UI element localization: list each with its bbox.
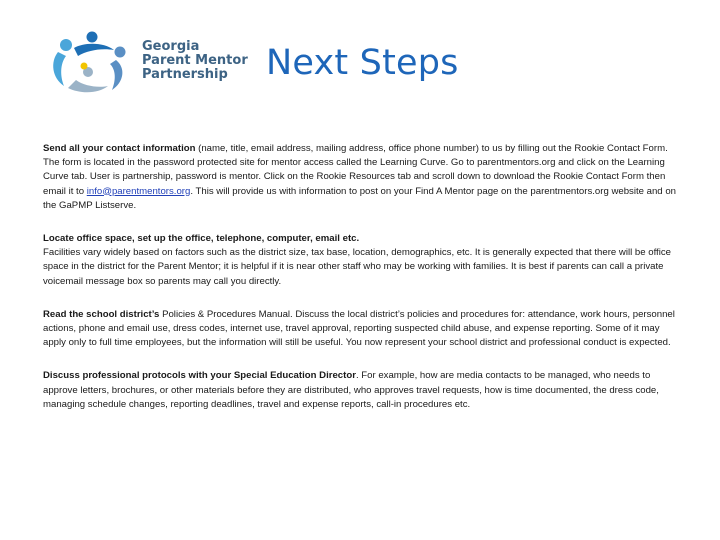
paragraph-office-space	[43, 232, 679, 289]
logo-line-georgia: Georgia	[142, 39, 200, 54]
partnership-logo	[48, 28, 248, 98]
paragraph-protocols	[43, 369, 679, 412]
logo-line-partnership: Partnership	[142, 67, 228, 82]
paragraph-policies	[43, 308, 679, 351]
logo-line-parent-mentor: Parent Mentor	[142, 53, 248, 68]
paragraph-text: Policies & Procedures Manual. Discuss the local district’s policies and procedures for: attendance, work hours, personnel actions, phone and email use, dress codes, internet use, travel approval, reporting suspected child abuse, and expense reporting. Some of it may apply only to full time employees, but the information will still be useful. You now represent your school district and professional conduct is expected.	[43, 308, 675, 349]
page-title: Next Steps	[266, 43, 459, 83]
paragraph-heading: Read the school district’s	[43, 308, 160, 320]
people-circle-logo-icon	[48, 28, 138, 98]
paragraph-heading: Send all your contact information	[43, 143, 196, 154]
paragraph-heading: Discuss professional protocols with your Special Education Director	[43, 370, 356, 382]
next-steps-content	[43, 142, 679, 431]
email-link[interactable]: info@parentmentors.org	[86, 185, 191, 197]
paragraph-text: . For example, how are media contacts to be managed, who needs to approve letters, brochures, or other materials before they are distributed, who approves travel requests, how is time documented, the dress code, managing schedule changes, reporting deadlines, travel and expense reports, call-in procedures etc.	[43, 370, 659, 410]
paragraph-text: Facilities vary widely based on factors such as the district size, tax base, location, demographics, etc. It is generally expected that there will be office space in the district for the Parent Mentor; it is helpful if it is near other staff who may be working with families. It is best if parents can call a private voicemail message box so parents may call you directly.	[43, 247, 671, 287]
paragraph-text-after: . This will provide us with information to post on your Find A Mentor page on the parentmentors.org website and on the GaPMP Listserve.	[43, 185, 676, 211]
paragraph-contact-info	[43, 142, 679, 213]
paragraph-heading: Locate office space, set up the office, telephone, computer, email etc.	[43, 233, 360, 245]
logo-wordmark	[142, 40, 248, 82]
paragraph-text: (name, title, email address, mailing address, office phone number) to us by filling out the Rookie Contact Form. The form is located in the password protected site for mentor access called the Learning Curve. Go to parentmentors.org and click on the Learning Curve tab. User is partnership, password is mentor. Click on the Rookie Resources tab and scroll down to download the Rookie Contact Form then email it to	[43, 143, 668, 197]
